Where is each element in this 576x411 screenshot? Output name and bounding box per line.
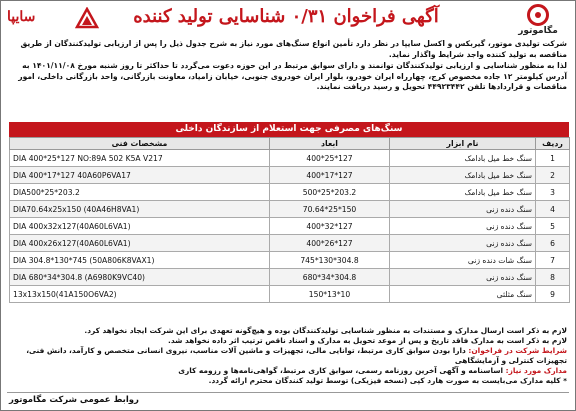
- dimensions: 400*32*127: [270, 218, 390, 235]
- col-header-spec: مشخصات فنی: [10, 138, 270, 150]
- bottom-bar: [7, 392, 569, 408]
- row-number: 8: [536, 269, 570, 286]
- tool-name: سنگ خط میل بادامک: [390, 184, 536, 201]
- intro-paragraph: لذا به منظور شناسایی و ارزیابی تولیدکنندگان توانمند و دارای سوابق مرتبط در این حوزه دعوت می‌گردد تا حداکثر تا روز شنبه مورخ ۱۴۰۱/۱۱/۰۸ به آدرس کیلومتر ۱۲ جاده مخصوص کرج، چهارراه ایران خودرو، بلوار ایران خودروی جنوبی، خیابان زامیاد، معاونت بازرگانی، واحد بازرگانی داخلی، امور مناقصات و قراردادها تلفن ۴۴۹۲۳۴۴۲ تحویل و رسید دریافت نمایند.: [18, 61, 567, 91]
- table-row: [10, 184, 570, 201]
- table-row: [10, 150, 570, 167]
- dimensions: 500*25*203.2: [270, 184, 390, 201]
- intro-paragraph: شرکت تولیدی موتور، گیربکس و اکسل سایپا در نظر دارد تأمین انواع سنگ‌های مورد نیاز به شرح جدول ذیل را پس از ارزیابی تولیدکنندگان از طریق مناقصه به تولید کننده واجد شرایط واگذار نماید.: [20, 39, 567, 59]
- table-row: [10, 235, 570, 252]
- footer-notes: [7, 326, 567, 386]
- tech-spec: DIA500*25*203.2: [10, 184, 270, 201]
- row-number: 9: [536, 286, 570, 303]
- tech-spec: DIA 400*25*127 NO:89A 502 K5A V217: [10, 150, 270, 167]
- row-number: 6: [536, 235, 570, 252]
- brand-logo-text: سایپا: [7, 9, 36, 25]
- dimensions: 745*130*304.8: [270, 252, 390, 269]
- footer-note: * کلیه مدارک می‌بایست به صورت هارد کپی (نسخه فیزیکی) توسط تولید کنندگان محترم ارائه گردد.: [208, 376, 567, 385]
- dimensions: 680*34*304.8: [270, 269, 390, 286]
- tech-spec: DIA 304.8*130*745 (50A806K8VAX1): [10, 252, 270, 269]
- dimensions: 400*17*127: [270, 167, 390, 184]
- row-number: 7: [536, 252, 570, 269]
- conditions-line: [7, 346, 567, 366]
- tool-name: سنگ دنده زنی: [390, 218, 536, 235]
- table-row: [10, 167, 570, 184]
- footer-line: لازم به ذکر است ارسال مدارک و مستندات به منظور شناسایی تولیدکنندگان بوده و هیچ‌گونه تعهدی برای این شرکت ایجاد نخواهد کرد.: [84, 326, 567, 335]
- table-title: سنگ‌های مصرفی جهت استعلام از سازندگان داخلی: [9, 122, 569, 137]
- dimensions: 400*26*127: [270, 235, 390, 252]
- tool-name: سنگ خط میل بادامک: [390, 167, 536, 184]
- col-header-row: ردیف: [536, 138, 570, 150]
- row-number: 3: [536, 184, 570, 201]
- col-header-tool: نام ابزار: [390, 138, 536, 150]
- table-row: [10, 269, 570, 286]
- documents-label: مدارک مورد نیاز:: [505, 366, 567, 375]
- page-title: آگهی فراخوان ۰/۳۱ شناسایی تولید کننده: [133, 6, 439, 27]
- table-row: [10, 218, 570, 235]
- tech-spec: 13x13x150(41A150O6VA2): [10, 286, 270, 303]
- dimensions: 70.64*25*150: [270, 201, 390, 218]
- dimensions: 150*13*10: [270, 286, 390, 303]
- table-row: [10, 252, 570, 269]
- tech-spec: DIA 400x32x127(40A60L6VA1): [10, 218, 270, 235]
- company-logo-icon: [527, 4, 549, 26]
- intro-text: [7, 39, 567, 94]
- org-signature: روابط عمومی شرکت مگاموتور: [9, 395, 139, 405]
- tool-name: سنگ دنده زنی: [390, 235, 536, 252]
- tool-name: سنگ دنده زنی: [390, 269, 536, 286]
- tech-spec: DIA 400*17*127 40A60P6VA17: [10, 167, 270, 184]
- row-number: 1: [536, 150, 570, 167]
- footer-line: لازم به ذکر است به مدارک فاقد تاریخ و پس از موعد تحویل به مدارک و اسناد ناقص ترتیب اثر داده نخواهد شد.: [168, 336, 567, 345]
- stones-table-grid: [9, 137, 570, 303]
- tool-name: سنگ مثلثی: [390, 286, 536, 303]
- row-number: 2: [536, 167, 570, 184]
- tool-name: سنگ دنده زنی: [390, 201, 536, 218]
- col-header-dimensions: ابعاد: [270, 138, 390, 150]
- stones-table: [9, 122, 569, 303]
- documents-text: اساسنامه و آگهی آخرین روزنامه رسمی، سوابق کاری مرتبط، گواهی‌نامه‌ها و رزومه کاری: [178, 366, 504, 375]
- saipa-emblem-icon: [75, 7, 99, 31]
- tech-spec: DIA 400x26x127(40A60L6VA1): [10, 235, 270, 252]
- tool-name: سنگ خط میل بادامک: [390, 150, 536, 167]
- table-header-row: [10, 138, 570, 150]
- table-row: [10, 286, 570, 303]
- tech-spec: DIA70.64x25x150 (40A46H8VA1): [10, 201, 270, 218]
- documents-line: [7, 366, 567, 376]
- brand-logo: [7, 7, 117, 33]
- conditions-label: شرایط شرکت در فراخوان:: [468, 346, 567, 355]
- company-logo: [505, 4, 571, 38]
- dimensions: 400*25*127: [270, 150, 390, 167]
- conditions-text: دارا بودن سوابق کاری مرتبط، توانایی مالی، تجهیزات و ماشین آلات مناسب، نیروی انسانی متخصص و کارآمد، دانش فنی، تجهیزات کنترلی و آزمایشگاهی: [26, 346, 567, 365]
- table-row: [10, 201, 570, 218]
- tool-name: سنگ شات دنده زنی: [390, 252, 536, 269]
- row-number: 5: [536, 218, 570, 235]
- row-number: 4: [536, 201, 570, 218]
- tech-spec: DIA 680*34*304.8 (A6980K9VC40): [10, 269, 270, 286]
- company-logo-text: مگاموتور: [518, 26, 558, 36]
